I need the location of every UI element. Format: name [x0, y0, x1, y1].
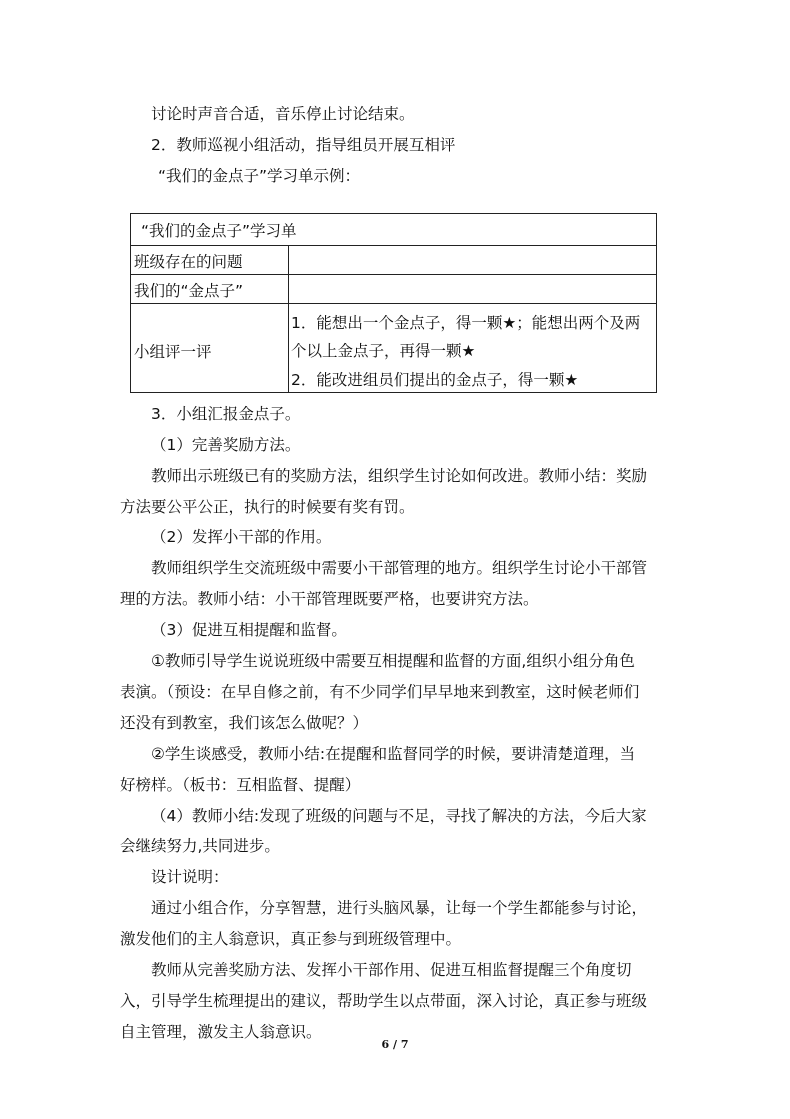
- paragraph-line: ①教师引导学生说说班级中需要互相提醒和监督的方面,组织小组分角色: [151, 652, 635, 670]
- paragraph-line: 激发他们的主人翁意识，真正参与到班级管理中。: [120, 930, 462, 948]
- paragraph-line: 讨论时声音合适，音乐停止讨论结束。: [151, 105, 415, 123]
- table-title: “我们的金点子”学习单: [141, 222, 297, 240]
- table-divider: [131, 274, 656, 275]
- paragraph-line: 会继续努力,共同进步。: [120, 837, 280, 855]
- table-row-text: 个以上金点子，再得一颗★: [291, 342, 476, 360]
- paragraph-line: 方法要公平公正，执行的时候要有奖有罚。: [120, 498, 415, 516]
- page-number: 6 / 7: [381, 1038, 409, 1051]
- table-row-label: 我们的“金点子”: [134, 282, 244, 300]
- paragraph-line: 教师组织学生交流班级中需要小干部管理的地方。组织学生讨论小干部管: [151, 559, 648, 577]
- paragraph-line: 还没有到教室，我们该怎么做呢？）: [120, 714, 369, 732]
- paragraph-line: （2）发挥小干部的作用。: [151, 528, 332, 546]
- worksheet-table: [130, 213, 657, 393]
- paragraph-line: 表演。（预设：在早自修之前，有不少同学们早早地来到教室，这时候老师们: [120, 683, 640, 701]
- table-row-text: 2．能改进组员们提出的金点子，得一颗★: [291, 371, 579, 389]
- paragraph-line: 2．教师巡视小组活动，指导组员开展互相评: [151, 136, 456, 154]
- paragraph-line: 自主管理，激发主人翁意识。: [120, 1023, 322, 1041]
- paragraph-line: 好榜样。（板书：互相监督、提醒）: [120, 776, 361, 794]
- paragraph-line: （1）完善奖励方法。: [151, 436, 301, 454]
- section-heading: 设计说明：: [151, 868, 229, 886]
- paragraph-line: “我们的金点子”学习单示例：: [158, 167, 361, 185]
- paragraph-line: 教师从完善奖励方法、发挥小干部作用、促进互相监督提醒三个角度切: [151, 961, 632, 979]
- table-column-divider: [288, 245, 289, 392]
- paragraph-line: 通过小组合作，分享智慧，进行头脑风暴，让每一个学生都能参与讨论，: [151, 899, 648, 917]
- paragraph-line: （3）促进互相提醒和监督。: [151, 621, 347, 639]
- table-row-label: 班级存在的问题: [134, 253, 243, 271]
- table-row-text: 1．能想出一个金点子，得一颗★；能想出两个及两: [291, 314, 641, 332]
- table-row-label: 小组评一评: [134, 343, 212, 361]
- paragraph-line: 3．小组汇报金点子。: [151, 405, 301, 423]
- paragraph-line: 入，引导学生梳理提出的建议，帮助学生以点带面，深入讨论，真正参与班级: [120, 992, 648, 1010]
- paragraph-line: 教师出示班级已有的奖励方法，组织学生讨论如何改进。教师小结：奖励: [151, 467, 648, 485]
- paragraph-line: （4）教师小结:发现了班级的问题与不足，寻找了解决的方法，今后大家: [151, 807, 647, 825]
- paragraph-line: ②学生谈感受，教师小结:在提醒和监督同学的时候，要讲清楚道理，当: [151, 745, 636, 763]
- table-divider: [131, 303, 656, 304]
- paragraph-line: 理的方法。教师小结：小干部管理既要严格，也要讲究方法。: [120, 590, 539, 608]
- table-divider: [131, 245, 656, 246]
